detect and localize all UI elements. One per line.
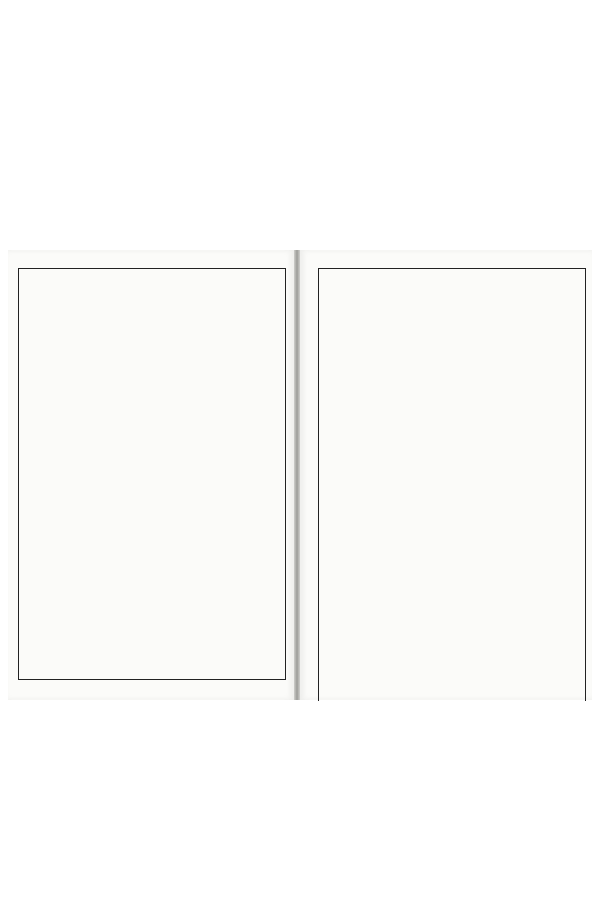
right-page-frame (318, 268, 586, 701)
left-page (8, 250, 294, 700)
right-page (300, 250, 592, 700)
book-spread (8, 250, 592, 700)
left-page-frame (18, 268, 286, 680)
